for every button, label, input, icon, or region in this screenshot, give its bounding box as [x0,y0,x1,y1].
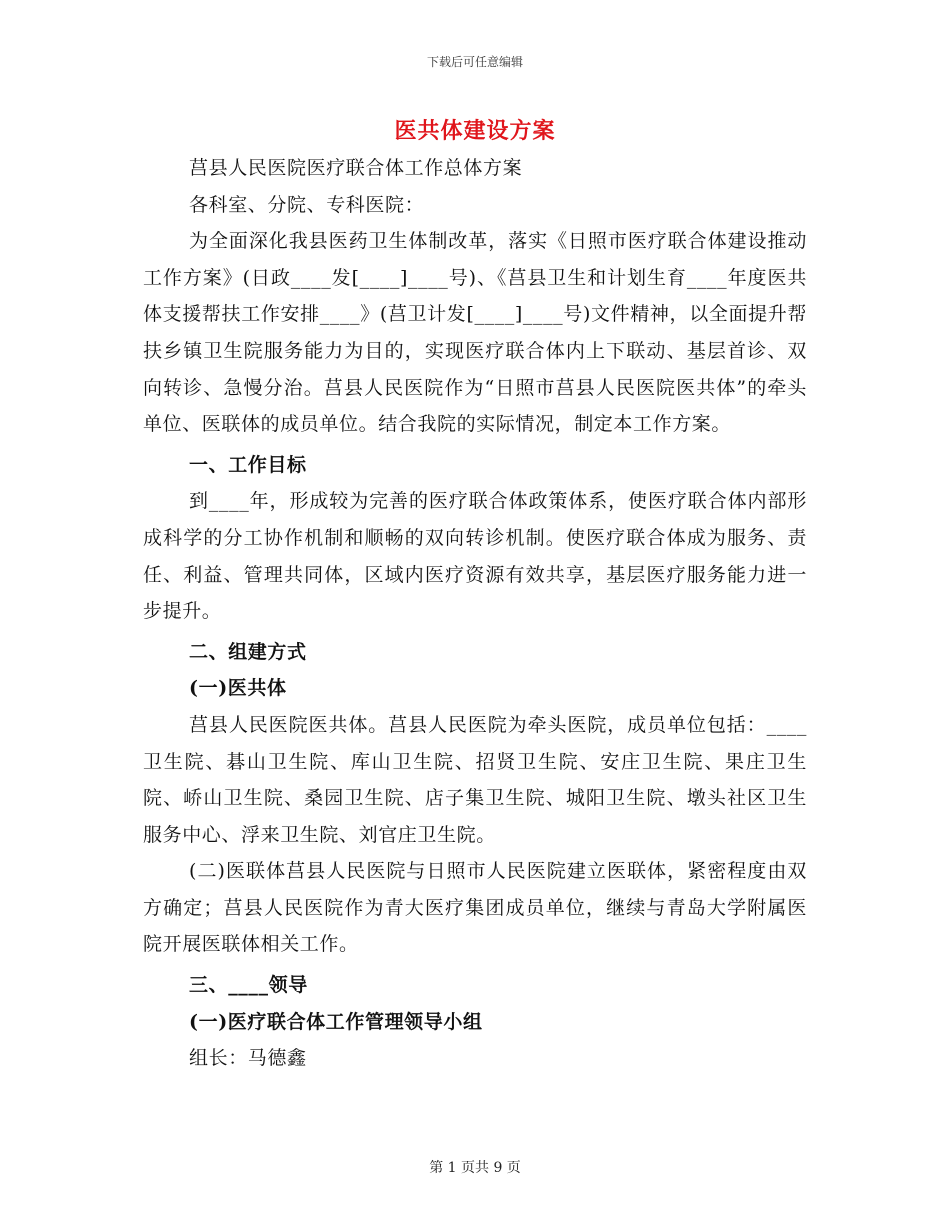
subheading-medical-community: (一)医共体 [189,677,287,700]
page-header-note: 下载后可任意编辑 [426,55,523,69]
document-title: 医共体建设方案 [394,118,556,144]
page-number-footer: 第 1 页共 9 页 [429,1160,521,1176]
document-body [143,150,807,1077]
group-leader-line: 组长：马德鑫 [189,1047,307,1070]
section-heading-formation: 二、组建方式 [189,640,307,663]
plan-name-line: 莒县人民医院医疗联合体工作总体方案 [189,157,523,179]
intro-paragraph: 为全面深化我县医药卫生体制改革，落实《日照市医疗联合体建设推动工作方案》(日政____发[____]____号)、《莒县卫生和计划生育____年度医共体支援帮扶工作安排____》(莒卫计发[____]____号)文件精神，以全面提升帮扶乡镇卫生院服务能力为目的，实现医疗联合体内上下联动、基层首诊、双向转诊、急慢分治。莒县人民医院作为“日照市莒县人民医院医共体”的牵头单位、医联体的成员单位。结合我院的实际情况，制定本工作方案。 [143,230,807,436]
section-heading-goals: 一、工作目标 [189,453,307,476]
medical-community-paragraph: 莒县人民医院医共体。莒县人民医院为牵头医院，成员单位包括：____卫生院、碁山卫生院、库山卫生院、招贤卫生院、安庄卫生院、果庄卫生院、峤山卫生院、桑园卫生院、店子集卫生院、城阳卫生院、墩头社区卫生服务中心、浮来卫生院、刘官庄卫生院。 [143,713,807,846]
section-heading-leadership: 三、____领导 [189,974,308,997]
medical-alliance-paragraph: (二)医联体莒县人民医院与日照市人民医院建立医联体，紧密程度由双方确定；莒县人民医院作为青大医疗集团成员单位，继续与青岛大学附属医院开展医联体相关工作。 [143,860,807,956]
goals-paragraph: 到____年，形成较为完善的医疗联合体政策体系，使医疗联合体内部形成科学的分工协作机制和顺畅的双向转诊机制。使医疗联合体成为服务、责任、利益、管理共同体，区域内医疗资源有效共享，基层医疗服务能力进一步提升。 [143,490,807,623]
subheading-leadership-group: (一)医疗联合体工作管理领导小组 [189,1010,483,1033]
salutation: 各科室、分院、专科医院： [189,193,425,216]
